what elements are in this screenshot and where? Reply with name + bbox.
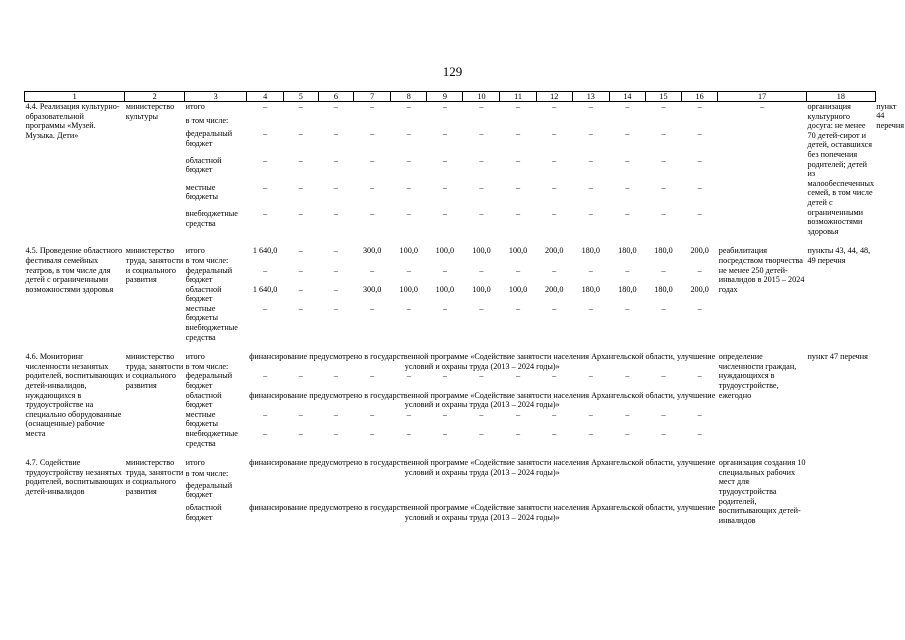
- value-cell: –: [661, 265, 666, 275]
- value-cell: –: [333, 303, 338, 313]
- value-cell: –: [479, 129, 484, 139]
- value-cell: –: [516, 182, 521, 192]
- value-cell: –: [661, 182, 666, 192]
- value-cell: 180,0: [654, 284, 673, 294]
- value-cell: –: [298, 284, 303, 294]
- value-cell: 180,0: [618, 284, 637, 294]
- value-cell: –: [479, 182, 484, 192]
- value-cell: 100,0: [435, 246, 455, 256]
- value-cell: –: [697, 409, 702, 419]
- expected-result: организация культурного досуга: не менее 70 детей-сирот и детей, оставшихся без попечения родителей; детей из малообеспеченных семей, в том числе детей с ограниченными возможностями здоровья: [807, 102, 875, 236]
- value-cell: –: [516, 209, 521, 219]
- value-cell: –: [588, 409, 593, 419]
- value-cell: 1 640,0: [252, 246, 278, 256]
- table-row: [25, 102, 905, 116]
- value-cell: 100,0: [508, 246, 528, 256]
- source-label: внебюджетные средства: [185, 429, 238, 448]
- value-cell: –: [263, 129, 268, 139]
- source-label: итого: [185, 352, 205, 362]
- value-cell: –: [697, 209, 702, 219]
- value-cell: –: [588, 182, 593, 192]
- value-cell: –: [588, 209, 593, 219]
- value-cell: –: [442, 371, 447, 381]
- value-cell: –: [552, 265, 557, 275]
- value-cell: 300,0: [362, 246, 382, 256]
- value-cell: –: [263, 409, 268, 419]
- value-cell: 200,0: [690, 284, 709, 294]
- value-cell: –: [406, 155, 411, 165]
- value-cell: –: [552, 371, 557, 381]
- value-cell: –: [625, 209, 630, 219]
- value-cell: –: [333, 209, 338, 219]
- col-number: 8: [391, 92, 427, 102]
- table-row: [25, 246, 905, 256]
- value-cell: –: [552, 129, 557, 139]
- value-cell: –: [298, 209, 303, 219]
- value-cell: –: [479, 409, 484, 419]
- value-cell: –: [625, 155, 630, 165]
- value-cell: –: [333, 265, 338, 275]
- financing-note: финансирование предусмотрено в государственной программе «Содействие занятости населения Архангельской области, улучшение условий и охраны труда (2013 – 2024 годы)»: [249, 502, 716, 522]
- value-cell: –: [298, 409, 303, 419]
- col-number: 4: [247, 92, 284, 102]
- financing-note: финансирование предусмотрено в государственной программе «Содействие занятости населения Архангельской области, улучшение условий и охраны труда (2013 – 2024 годы)»: [249, 352, 716, 371]
- value-cell: –: [442, 182, 447, 192]
- value-cell: –: [406, 429, 411, 438]
- source-label: внебюджетные средства: [185, 323, 238, 342]
- col-number: 16: [682, 92, 718, 102]
- source-label: областной бюджет: [185, 284, 222, 304]
- value-cell: –: [333, 155, 338, 165]
- source-label: в том числе:: [185, 361, 229, 371]
- col-number: 2: [125, 92, 185, 102]
- expected-result: определение численности граждан, нуждающихся в трудоустройстве, ежегодно: [718, 352, 797, 400]
- value-cell: –: [406, 129, 411, 139]
- value-cell: 100,0: [435, 284, 455, 294]
- value-cell: –: [298, 371, 303, 381]
- source-label: федеральный бюджет: [185, 480, 233, 500]
- col-number: 15: [645, 92, 681, 102]
- value-cell: –: [370, 303, 375, 313]
- value-cell: 200,0: [690, 246, 709, 256]
- value-cell: –: [298, 182, 303, 192]
- value-cell: 1 640,0: [252, 284, 278, 294]
- measure-name: 4.5. Проведение областного фестиваля семейных театров, в том числе для детей с ограниченными возможностями здоровья: [25, 246, 123, 294]
- value-cell: –: [516, 102, 521, 111]
- value-cell: –: [625, 303, 630, 313]
- value-cell: –: [588, 265, 593, 275]
- value-cell: –: [516, 265, 521, 275]
- source-label: в том числе:: [185, 255, 229, 265]
- value-cell: –: [661, 209, 666, 219]
- value-cell: –: [552, 209, 557, 219]
- value-cell: –: [406, 265, 411, 275]
- source-label: внебюджетные средства: [185, 209, 238, 229]
- value-cell: –: [298, 246, 303, 256]
- value-cell: –: [479, 429, 484, 438]
- expected-result: реабилитация посредством творчества не менее 250 детей-инвалидов в 2015 – 2024 годах: [718, 246, 805, 294]
- value-cell: –: [588, 429, 593, 438]
- value-cell: –: [333, 129, 338, 139]
- value-cell: –: [370, 182, 375, 192]
- value-cell: –: [263, 303, 268, 313]
- value-cell: –: [552, 409, 557, 419]
- col-number: 12: [536, 92, 572, 102]
- value-cell: –: [516, 409, 521, 419]
- value-cell: –: [370, 409, 375, 419]
- value-cell: –: [263, 265, 268, 275]
- page-number: 129: [442, 64, 463, 79]
- col-number: 1: [25, 92, 125, 102]
- financing-note: финансирование предусмотрено в государственной программе «Содействие занятости населения Архангельской области, улучшение условий и охраны труда (2013 – 2024 годы)»: [249, 458, 716, 477]
- value-cell: –: [697, 129, 702, 139]
- col-number: 9: [427, 92, 463, 102]
- value-cell: –: [661, 303, 666, 313]
- source-label: областной бюджет: [185, 155, 222, 175]
- value-cell: 180,0: [581, 284, 600, 294]
- value-cell: –: [333, 284, 338, 294]
- value-cell: –: [552, 102, 557, 111]
- value-cell: 100,0: [508, 284, 528, 294]
- value-cell: –: [588, 155, 593, 165]
- value-cell: –: [479, 102, 484, 111]
- executor: министерство труда, занятости и социального развития: [125, 458, 184, 496]
- value-cell: –: [442, 409, 447, 419]
- col-number: 10: [463, 92, 500, 102]
- value-cell: 180,0: [581, 246, 600, 256]
- value-cell: –: [263, 209, 268, 219]
- value-cell: –: [760, 102, 765, 111]
- value-cell: –: [298, 155, 303, 165]
- value-cell: –: [370, 155, 375, 165]
- value-cell: –: [298, 129, 303, 139]
- source-label: местные бюджеты: [185, 409, 218, 429]
- value-cell: –: [697, 155, 702, 165]
- value-cell: –: [697, 303, 702, 313]
- value-cell: –: [552, 155, 557, 165]
- value-cell: –: [442, 265, 447, 275]
- column-number-row: [25, 92, 905, 102]
- value-cell: –: [370, 371, 375, 381]
- value-cell: –: [697, 429, 702, 438]
- value-cell: –: [370, 102, 375, 111]
- value-cell: –: [479, 371, 484, 381]
- value-cell: –: [625, 429, 630, 438]
- value-cell: –: [263, 102, 268, 111]
- executor: министерство культуры: [125, 102, 175, 121]
- col-number: 13: [572, 92, 609, 102]
- source-label: федеральный бюджет: [185, 371, 233, 391]
- value-cell: –: [516, 371, 521, 381]
- measure-name: 4.6. Мониторинг численности незанятых родителей, воспитывающих детей-инвалидов, нуждающихся в трудоустройстве на специально оборудованные (оснащенные) рабочие места: [25, 352, 124, 438]
- value-cell: –: [442, 155, 447, 165]
- value-cell: –: [333, 409, 338, 419]
- col-number: 18: [807, 92, 876, 102]
- source-label: в том числе:: [185, 469, 229, 479]
- value-cell: 180,0: [618, 246, 637, 256]
- value-cell: –: [263, 429, 268, 438]
- value-cell: –: [588, 371, 593, 381]
- value-cell: –: [479, 209, 484, 219]
- value-cell: –: [298, 429, 303, 438]
- program-table: [24, 91, 905, 525]
- value-cell: –: [298, 102, 303, 111]
- value-cell: –: [479, 265, 484, 275]
- value-cell: –: [406, 182, 411, 192]
- executor: министерство труда, занятости и социального развития: [125, 246, 184, 285]
- value-cell: –: [625, 129, 630, 139]
- value-cell: –: [588, 129, 593, 139]
- value-cell: 100,0: [472, 284, 491, 294]
- value-cell: –: [516, 303, 521, 313]
- value-cell: –: [263, 182, 268, 192]
- source-label: итого: [185, 458, 205, 468]
- value-cell: –: [406, 209, 411, 219]
- value-cell: –: [333, 246, 338, 256]
- measure-name: 4.7. Содействие трудоустройству незанятых родителей, воспитывающих детей-инвалидов: [25, 458, 124, 496]
- source-label: итого: [185, 246, 205, 256]
- col-number: 5: [284, 92, 319, 102]
- value-cell: –: [697, 265, 702, 275]
- source-label: местные бюджеты: [185, 182, 218, 202]
- list-point: пункт 44 перечня: [876, 101, 905, 130]
- value-cell: –: [625, 265, 630, 275]
- source-label: областной бюджет: [185, 390, 222, 410]
- value-cell: –: [625, 371, 630, 381]
- value-cell: –: [625, 409, 630, 419]
- value-cell: –: [661, 371, 666, 381]
- col-number: 11: [500, 92, 536, 102]
- value-cell: –: [625, 182, 630, 192]
- value-cell: –: [552, 429, 557, 438]
- value-cell: 200,0: [544, 284, 564, 294]
- value-cell: –: [516, 129, 521, 139]
- measure-name: 4.4. Реализация культурно-образовательной программы «Музей. Музыка. Дети»: [25, 102, 120, 140]
- col-number: 7: [354, 92, 391, 102]
- source-label: федеральный бюджет: [185, 129, 233, 148]
- value-cell: –: [661, 102, 666, 111]
- value-cell: 200,0: [544, 246, 564, 256]
- value-cell: –: [552, 303, 557, 313]
- source-label: в том числе:: [185, 115, 229, 125]
- value-cell: –: [333, 182, 338, 192]
- value-cell: –: [697, 371, 702, 381]
- value-cell: –: [442, 303, 447, 313]
- list-point: пункт 47 перечня: [807, 352, 868, 362]
- value-cell: –: [479, 155, 484, 165]
- executor: министерство труда, занятости и социального развития: [125, 352, 184, 391]
- col-number: 17: [718, 92, 807, 102]
- source-label: итого: [185, 102, 205, 111]
- source-label: областной бюджет: [185, 502, 222, 522]
- value-cell: –: [333, 429, 338, 438]
- value-cell: –: [661, 409, 666, 419]
- value-cell: –: [661, 155, 666, 165]
- value-cell: –: [406, 371, 411, 381]
- value-cell: 100,0: [399, 284, 418, 294]
- value-cell: –: [516, 429, 521, 438]
- value-cell: 180,0: [654, 246, 673, 256]
- value-cell: –: [552, 182, 557, 192]
- value-cell: –: [479, 303, 484, 313]
- value-cell: –: [516, 155, 521, 165]
- value-cell: –: [333, 102, 338, 111]
- table-row: [25, 352, 905, 362]
- table-row: [25, 458, 905, 469]
- value-cell: –: [661, 129, 666, 139]
- value-cell: –: [625, 102, 630, 111]
- value-cell: –: [697, 182, 702, 192]
- source-label: федеральный бюджет: [185, 265, 233, 285]
- col-number: 14: [609, 92, 645, 102]
- value-cell: –: [298, 303, 303, 313]
- financing-note: финансирование предусмотрено в государственной программе «Содействие занятости населения Архангельской области, улучшение условий и охраны труда (2013 – 2024 годы)»: [249, 390, 716, 410]
- value-cell: –: [370, 429, 375, 438]
- value-cell: –: [263, 155, 268, 165]
- value-cell: –: [370, 209, 375, 219]
- value-cell: –: [406, 409, 411, 419]
- col-number: 6: [318, 92, 354, 102]
- value-cell: –: [442, 102, 447, 111]
- value-cell: –: [442, 129, 447, 139]
- value-cell: –: [298, 265, 303, 275]
- value-cell: –: [697, 102, 702, 111]
- source-label: местные бюджеты: [185, 303, 218, 323]
- value-cell: 300,0: [362, 284, 382, 294]
- list-point: пункты 43, 44, 48, 49 перечня: [807, 246, 871, 265]
- value-cell: –: [370, 129, 375, 139]
- value-cell: –: [588, 303, 593, 313]
- list-point: [807, 458, 876, 525]
- value-cell: –: [406, 102, 411, 111]
- value-cell: –: [661, 429, 666, 438]
- col-number: 3: [185, 92, 247, 102]
- value-cell: 100,0: [472, 246, 491, 256]
- value-cell: 100,0: [399, 246, 418, 256]
- value-cell: –: [333, 371, 338, 381]
- expected-result: организация создания 10 специальных рабочих мест для трудоустройства родителей, воспитывающих детей-инвалидов: [718, 458, 806, 525]
- value-cell: –: [406, 303, 411, 313]
- value-cell: –: [442, 209, 447, 219]
- value-cell: –: [370, 265, 375, 275]
- value-cell: –: [263, 371, 268, 381]
- value-cell: –: [442, 429, 447, 438]
- value-cell: –: [588, 102, 593, 111]
